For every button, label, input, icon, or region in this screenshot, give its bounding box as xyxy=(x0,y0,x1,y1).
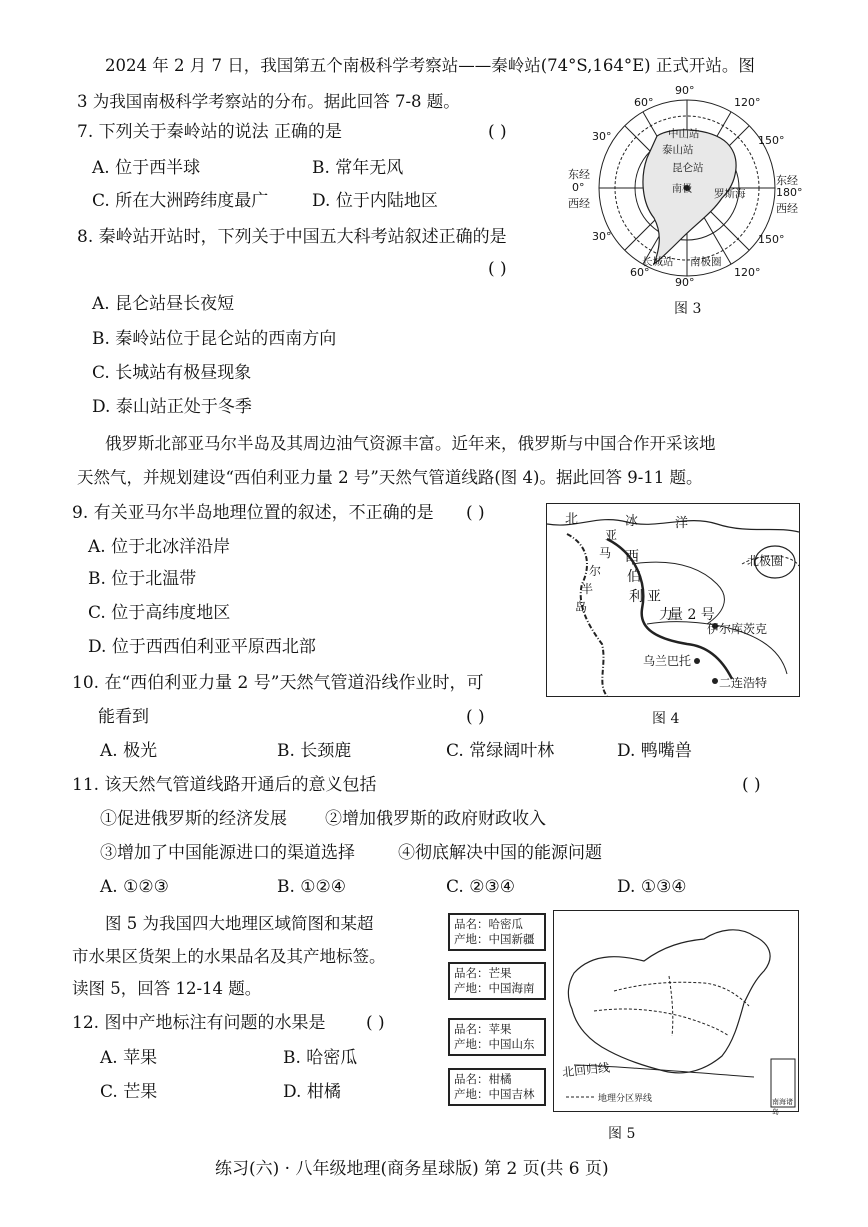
question-10-option-b[interactable]: B. 长颈鹿 xyxy=(277,741,352,761)
intro-12-14-line2: 市水果区货架上的水果品名及其产地标签。 xyxy=(72,947,386,966)
fig4-label-ya2: 亚 xyxy=(647,589,661,605)
question-11-statement-3: ③增加了中国能源进口的渠道选择 xyxy=(100,843,355,863)
figure-5-china-map xyxy=(553,910,799,1116)
question-12-answer-paren[interactable]: ( ) xyxy=(366,1013,385,1033)
fig3-lon-120-top: 120° xyxy=(734,96,761,109)
question-7-option-d[interactable]: D. 位于内陆地区 xyxy=(312,191,438,211)
fig5-label-hamigua: 品名：哈密瓜 产地：中国新疆 xyxy=(448,913,546,951)
fig3-west-right: 西经 xyxy=(776,202,798,215)
fig3-station-kunlun: 昆仑站 xyxy=(672,162,704,174)
fig3-station-taishan: 泰山站 xyxy=(662,144,694,156)
question-11-option-a[interactable]: A. ①②③ xyxy=(100,877,169,897)
question-12-option-c[interactable]: C. 芒果 xyxy=(100,1082,158,1102)
fig5-label-orange: 品名：柑橘 产地：中国吉林 xyxy=(448,1068,546,1106)
fig5-label-apple: 品名：苹果 产地：中国山东 xyxy=(448,1018,546,1056)
question-11-statement-1: ①促进俄罗斯的经济发展 xyxy=(100,809,287,829)
question-9-option-b[interactable]: B. 位于北温带 xyxy=(88,569,197,589)
question-11-option-b[interactable]: B. ①②④ xyxy=(277,877,347,897)
figure-5-caption: 图 5 xyxy=(608,1126,636,1142)
page-footer: 练习(六) · 八年级地理(商务星球版) 第 2 页(共 6 页) xyxy=(215,1159,609,1179)
fig3-lon-30-bottom: 30° xyxy=(592,230,612,243)
question-8-option-b[interactable]: B. 秦岭站位于昆仑站的西南方向 xyxy=(92,329,337,349)
fig4-label-li2: 力 xyxy=(659,607,673,623)
fig3-ross-sea: 罗斯海 xyxy=(714,188,746,200)
fig4-label-ya: 亚 xyxy=(605,528,618,542)
question-8-option-c[interactable]: C. 长城站有极昼现象 xyxy=(92,363,252,383)
question-10-answer-paren[interactable]: ( ) xyxy=(466,707,485,727)
question-8-option-a[interactable]: A. 昆仑站昼长夜短 xyxy=(92,294,235,314)
fig4-label-dao: 岛 xyxy=(575,600,588,614)
question-11-statement-2: ②增加俄罗斯的政府财政收入 xyxy=(325,809,546,829)
fig3-lon-150-top: 150° xyxy=(758,134,785,147)
fig4-label-li: 利 xyxy=(629,589,643,605)
question-11-option-c[interactable]: C. ②③④ xyxy=(446,877,515,897)
fig5-inset-south-china-sea: 南海诸岛 xyxy=(772,1098,793,1116)
question-9-option-a[interactable]: A. 位于北冰洋沿岸 xyxy=(88,537,231,557)
question-12-stem: 12. 图中产地标注有问题的水果是 xyxy=(72,1013,326,1033)
fig4-label-bei: 北 xyxy=(565,512,579,527)
question-10-option-a[interactable]: A. 极光 xyxy=(100,741,158,761)
question-7-stem: 7. 下列关于秦岭站的说法 正确的是 xyxy=(77,122,343,142)
question-9-answer-paren[interactable]: ( ) xyxy=(466,503,485,523)
question-11-answer-paren[interactable]: ( ) xyxy=(742,775,761,795)
fig3-east-right: 东经 xyxy=(776,174,798,187)
fig4-erenhot: 二连浩特 xyxy=(719,676,768,690)
fig3-lon-60-bottom: 60° xyxy=(630,266,650,279)
fig3-antarctic-circle: 南极圈 xyxy=(690,256,722,268)
fig3-south-pole: 南极 xyxy=(672,184,692,195)
question-11-statement-4: ④彻底解决中国的能源问题 xyxy=(398,843,602,863)
figure-3-caption: 图 3 xyxy=(674,301,702,317)
question-10-option-c[interactable]: C. 常绿阔叶林 xyxy=(446,741,555,761)
intro-7-8-line2: 3 为我国南极科学考察站的分布。据此回答 7-8 题。 xyxy=(77,92,460,111)
question-8-option-d[interactable]: D. 泰山站正处于冬季 xyxy=(92,397,252,417)
fig3-lon-90-top: 90° xyxy=(675,84,695,97)
question-7-option-b[interactable]: B. 常年无风 xyxy=(312,158,404,178)
fig3-station-changcheng: 长城站 xyxy=(642,256,674,268)
question-8-stem: 8. 秦岭站开站时，下列关于中国五大科考站叙述正确的是 xyxy=(77,227,507,247)
intro-12-14-line3: 读图 5，回答 12-14 题。 xyxy=(72,979,262,998)
intro-9-11-line1: 俄罗斯北部亚马尔半岛及其周边油气资源丰富。近年来，俄罗斯与中国合作开采该地 xyxy=(105,434,716,453)
fig5-legend: 地理分区界线 xyxy=(598,1094,653,1104)
question-12-option-d[interactable]: D. 柑橘 xyxy=(283,1082,341,1102)
question-9-stem: 9. 有关亚马尔半岛地理位置的叙述，不正确的是 xyxy=(72,503,434,523)
fig4-label-yang: 洋 xyxy=(675,516,689,531)
fig4-label-xi: 西 xyxy=(625,549,639,565)
question-9-option-d[interactable]: D. 位于西西伯利亚平原西北部 xyxy=(88,637,316,657)
fig4-ulaanbaatar: 乌兰巴托 xyxy=(643,654,692,668)
fig4-label-ma: 马 xyxy=(599,546,612,560)
fig4-label-er: 尔 xyxy=(589,564,602,578)
intro-12-14-line1: 图 5 为我国四大地理区域简图和某超 xyxy=(105,914,374,933)
fig3-lon-60-top: 60° xyxy=(634,96,654,109)
question-7-option-c[interactable]: C. 所在大洲跨纬度最广 xyxy=(92,191,269,211)
fig3-west-left: 西经 xyxy=(568,197,590,210)
figure-4-siberia-map xyxy=(546,503,800,697)
question-12-option-b[interactable]: B. 哈密瓜 xyxy=(283,1048,358,1068)
question-10-stem-line2: 能看到 xyxy=(98,707,149,727)
question-9-option-c[interactable]: C. 位于高纬度地区 xyxy=(88,603,231,623)
question-10-stem-line1: 10. 在“西伯利亚力量 2 号”天然气管道沿线作业时，可 xyxy=(72,673,484,693)
fig4-arctic-circle: 北极圈 xyxy=(747,554,784,568)
question-7-option-a[interactable]: A. 位于西半球 xyxy=(92,158,201,178)
fig5-label-mango: 品名：芒果 产地：中国海南 xyxy=(448,962,546,1000)
fig3-lon-30-top: 30° xyxy=(592,130,612,143)
fig4-label-bo: 伯 xyxy=(627,569,641,585)
fig3-zero: 0° xyxy=(572,181,585,194)
fig4-irkutsk: 伊尔库茨克 xyxy=(707,622,768,636)
fig3-east-left: 东经 xyxy=(568,168,590,181)
question-7-answer-paren[interactable]: ( ) xyxy=(488,122,507,142)
question-8-answer-paren[interactable]: ( ) xyxy=(488,259,507,279)
question-11-option-d[interactable]: D. ①③④ xyxy=(617,877,687,897)
question-11-stem: 11. 该天然气管道线路开通后的意义包括 xyxy=(72,775,377,795)
fig3-lon-150-bottom: 150° xyxy=(758,233,785,246)
figure-3-antarctica-map xyxy=(562,84,812,289)
fig4-label-bing: 冰 xyxy=(625,514,639,529)
fig3-180: 180° xyxy=(776,186,803,199)
intro-9-11-line2: 天然气，并规划建设“西伯利亚力量 2 号”天然气管道线路(图 4)。据此回答 9-11 题。 xyxy=(77,468,703,487)
fig3-lon-120-bottom: 120° xyxy=(734,266,761,279)
fig4-label-ban: 半 xyxy=(581,582,594,596)
intro-7-8-line1: 2024 年 2 月 7 日，我国第五个南极科学考察站——秦岭站(74°S,164°E) 正式开站。图 xyxy=(105,56,755,75)
fig3-station-zhongshan: 中山站 xyxy=(668,128,700,140)
fig5-tropic-of-cancer: 北回归线 xyxy=(561,1060,611,1080)
fig3-lon-90-bottom: 90° xyxy=(675,276,695,289)
question-12-option-a[interactable]: A. 苹果 xyxy=(100,1048,158,1068)
figure-4-caption: 图 4 xyxy=(652,711,680,727)
question-10-option-d[interactable]: D. 鸭嘴兽 xyxy=(617,741,692,761)
fig4-label-liang: 量 2 号 xyxy=(669,607,715,623)
